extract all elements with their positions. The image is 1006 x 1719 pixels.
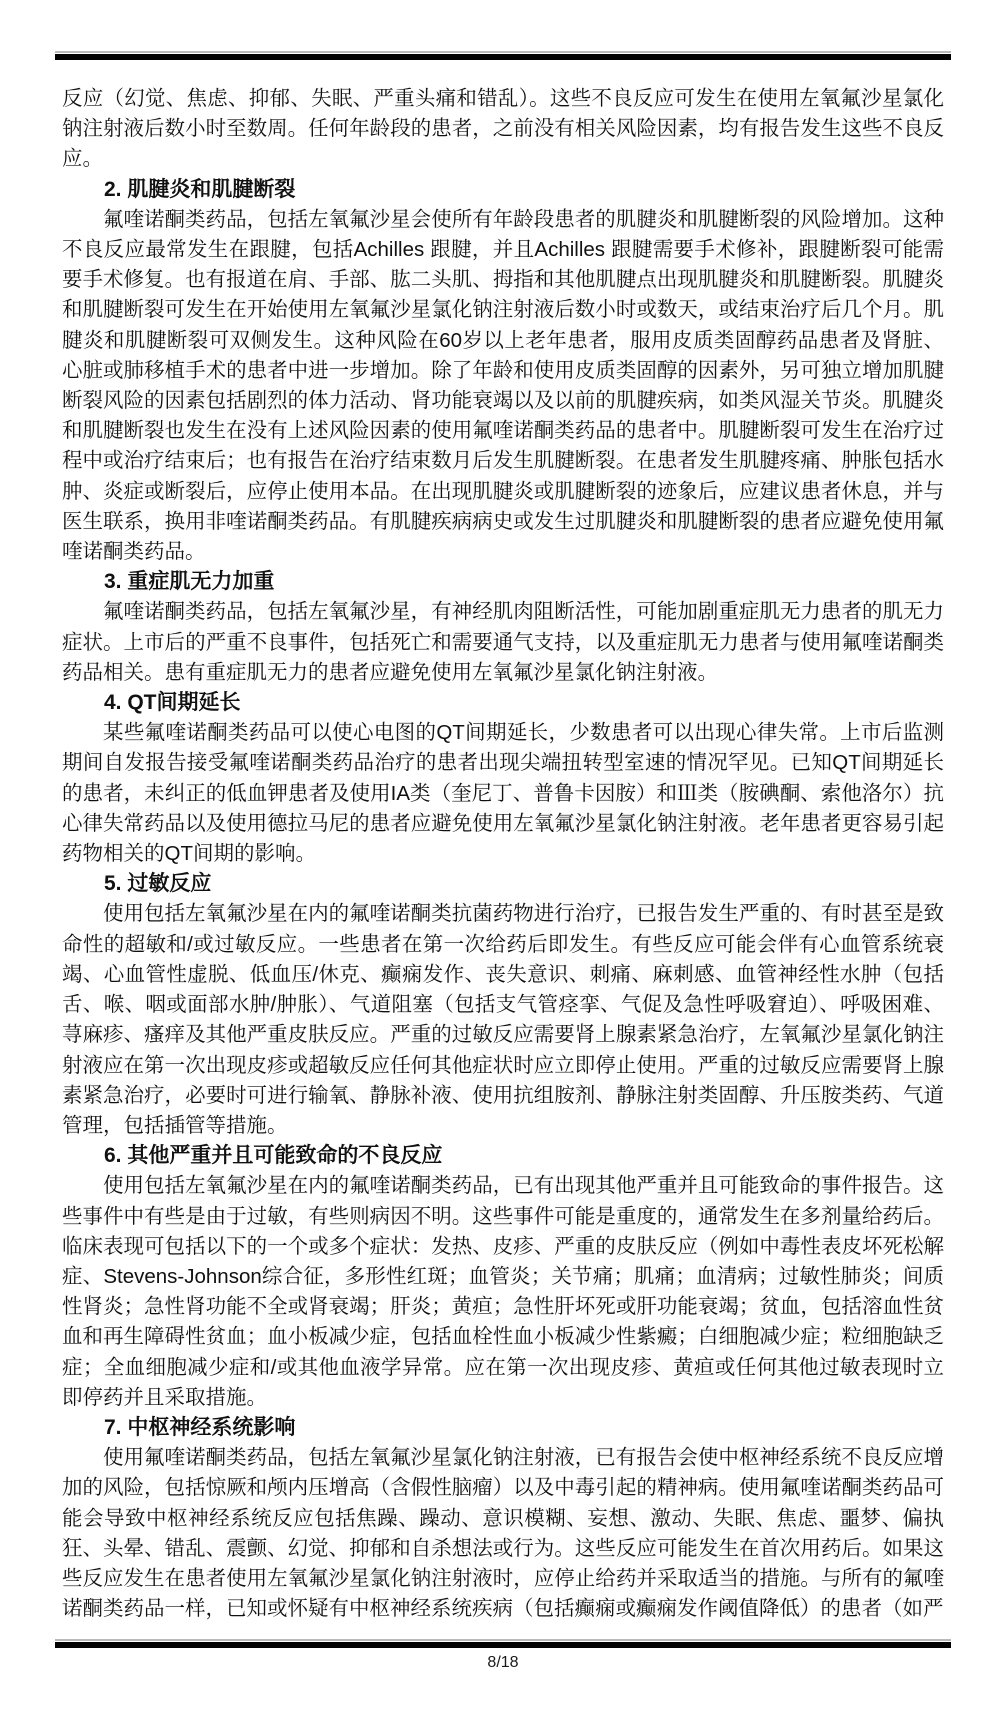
section-paragraph-hypersensitivity: 使用包括左氧氟沙星在内的氟喹诺酮类抗菌药物进行治疗，已报告发生严重的、有时甚至是致命性的超敏和/或过敏反应。一些患者在第一次给药后即发生。有些反应可能会伴有心血管系统衰竭、心血管性虚脱、低血压/休克、癫痫发作、丧失意识、刺痛、麻刺感、血管神经性水肿（包括舌、喉、咽或面部水肿/肿胀）、气道阻塞（包括支气管痉挛、气促及急性呼吸窘迫）、呼吸困难、荨麻疹、瘙痒及其他严重皮肤反应。严重的过敏反应需要肾上腺素紧急治疗，左氧氟沙星氯化钠注射液应在第一次出现皮疹或超敏反应任何其他症状时应立即停止使用。严重的过敏反应需要肾上腺素紧急治疗，必要时可进行输氧、静脉补液、使用抗组胺剂、静脉注射类固醇、升压胺类药、气道管理，包括插管等措施。 [62,902,944,1137]
page-number: 8/18 [487,1654,519,1671]
section-paragraph-qt-prolongation: 某些氟喹诺酮类药品可以使心电图的QT间期延长，少数患者可以出现心律失常。上市后监测期间自发报告接受氟喹诺酮类药品治疗的患者出现尖端扭转型室速的情况罕见。已知QT间期延长的患者，未纠正的低血钾患者及使用IA类（奎尼丁、普鲁卡因胺）和Ⅲ类（胺碘酮、索他洛尔）抗心律失常药品以及使用德拉马尼的患者应避免使用左氧氟沙星氯化钠注射液。老年患者更容易引起药物相关的QT间期的影响。 [62,721,944,866]
section-paragraph-other-serious-reactions: 使用包括左氧氟沙星在内的氟喹诺酮类药品，已有出现其他严重并且可能致命的事件报告。这些事件中有些是由于过敏，有些则病因不明。这些事件可能是重度的，通常发生在多剂量给药后。临床表现可包括以下的一个或多个症状：发热、皮疹、严重的皮肤反应（例如中毒性表皮坏死松解症、Stevens-Johnson综合征，多形性红斑；血管炎；关节痛；肌痛；血清病；过敏性肺炎；间质性肾炎；急性肾功能不全或肾衰竭；肝炎；黄疸；急性肝坏死或肝功能衰竭；贫血，包括溶血性贫血和再生障碍性贫血；血小板减少症，包括血栓性血小板减少性紫癜；白细胞减少症；粒细胞缺乏症；全血细胞减少症和/或其他血液学异常。应在第一次出现皮疹、黄疸或任何其他过敏表现时立即停药并且采取措施。 [62,1174,944,1409]
page-content [62,84,944,1629]
section-paragraph-tendinitis: 氟喹诺酮类药品，包括左氧氟沙星会使所有年龄段患者的肌腱炎和肌腱断裂的风险增加。这种不良反应最常发生在跟腱，包括Achilles 跟腱，并且Achilles 跟腱需要手术修补，跟腱断裂可能需要手术修复。也有报道在肩、手部、肱二头肌、拇指和其他肌腱点出现肌腱炎和肌腱断裂。肌腱炎和肌腱断裂可发生在开始使用左氧氟沙星氯化钠注射液后数小时或数天，或结束治疗后几个月。肌腱炎和肌腱断裂可双侧发生。这种风险在60岁以上老年患者，服用皮质类固醇药品患者及肾脏、心脏或肺移植手术的患者中进一步增加。除了年龄和使用皮质类固醇的因素外，另可独立增加肌腱断裂风险的因素包括剧烈的体力活动、肾功能衰竭以及以前的肌腱疾病，如类风湿关节炎。肌腱炎和肌腱断裂也发生在没有上述风险因素的使用氟喹诺酮类药品的患者中。肌腱断裂可发生在治疗过程中或治疗结束后；也有报告在治疗结束数月后发生肌腱断裂。在患者发生肌腱疼痛、肿胀包括水肿、炎症或断裂后，应停止使用本品。在出现肌腱炎或肌腱断裂的迹象后，应建议患者休息，并与医生联系，换用非喹诺酮类药品。有肌腱疾病病史或发生过肌腱炎和肌腱断裂的患者应避免使用氟喹诺酮类药品。 [62,207,944,564]
section-heading-qt-prolongation: 4. QT间期延长 [104,691,241,715]
section-heading-hypersensitivity: 5. 过敏反应 [104,872,212,896]
section-paragraph-myasthenia: 氟喹诺酮类药品，包括左氧氟沙星，有神经肌肉阻断活性，可能加剧重症肌无力患者的肌无力症状。上市后的严重不良事件，包括死亡和需要通气支持，以及重症肌无力患者与使用氟喹诺酮类药品相关。患有重症肌无力的患者应避免使用左氧氟沙星氯化钠注射液。 [62,600,944,684]
paragraph-continuation: 反应（幻觉、焦虑、抑郁、失眠、严重头痛和错乱）。这些不良反应可发生在使用左氧氟沙星氯化钠注射液后数小时至数周。任何年龄段的患者，之前没有相关风险因素，均有报告发生这些不良反应。 [62,87,944,171]
bottom-rule [55,1639,951,1648]
section-heading-tendinitis: 2. 肌腱炎和肌腱断裂 [104,177,296,201]
section-paragraph-cns-effects: 使用氟喹诺酮类药品，包括左氧氟沙星氯化钠注射液，已有报告会使中枢神经系统不良反应增加的风险，包括惊厥和颅内压增高（含假性脑瘤）以及中毒引起的精神病。使用氟喹诺酮类药品可能会导致中枢神经系统反应包括焦躁、躁动、意识模糊、妄想、激动、失眠、焦虑、噩梦、偏执狂、头晕、错乱、震颤、幻觉、抑郁和自杀想法或行为。这些反应可能发生在首次用药后。如果这些反应发生在患者使用左氧氟沙星氯化钠注射液时，应停止给药并采取适当的措施。与所有的氟喹诺酮类药品一样，已知或怀疑有中枢神经系统疾病（包括癫痫或癫痫发作阈值降低）的患者（如严 [62,1446,944,1621]
top-rule [55,51,951,60]
section-heading-other-serious-reactions: 6. 其他严重并且可能致命的不良反应 [104,1144,443,1168]
section-heading-myasthenia: 3. 重症肌无力加重 [104,570,275,594]
section-heading-cns-effects: 7. 中枢神经系统影响 [104,1415,296,1439]
